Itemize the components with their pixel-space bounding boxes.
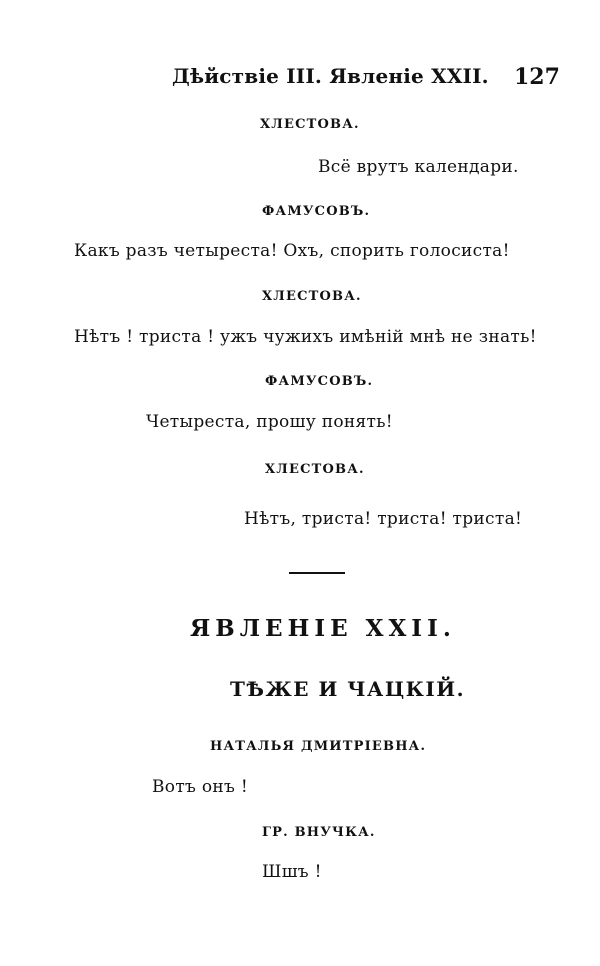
scene-subtitle: ТѢЖЕ И ЧАЦКІЙ. [230,677,466,701]
running-head: Дѣйствіе III. Явленіе XXII. [172,64,489,88]
speaker-name: НАТАЛЬЯ ДМИТРІЕВНА. [210,739,427,754]
section-divider [289,572,345,574]
dialogue-line: Нѣтъ ! триста ! ужъ чужихъ имѣній мнѣ не знать! [74,327,537,347]
page-number: 127 [514,64,560,90]
speaker-name: ФАМУСОВЪ. [265,374,374,389]
dialogue-line: Какъ разъ четыреста! Охъ, спорить голосиста! [74,241,510,261]
speaker-name: ХЛЕСТОВА. [265,462,365,477]
dialogue-line: Четыреста, прошу понять! [146,412,393,432]
dialogue-line: Шшъ ! [262,862,322,882]
scene-title: ЯВЛЕНІЕ XXII. [190,615,456,642]
speaker-name: ГР. ВНУЧКА. [262,825,376,840]
dialogue-line: Всё врутъ календари. [318,157,519,177]
speaker-name: ФАМУСОВЪ. [262,204,371,219]
dialogue-line: Вотъ онъ ! [152,777,248,797]
speaker-name: ХЛЕСТОВА. [260,117,360,132]
dialogue-line: Нѣтъ, триста! триста! триста! [244,509,523,529]
speaker-name: ХЛЕСТОВА. [262,289,362,304]
